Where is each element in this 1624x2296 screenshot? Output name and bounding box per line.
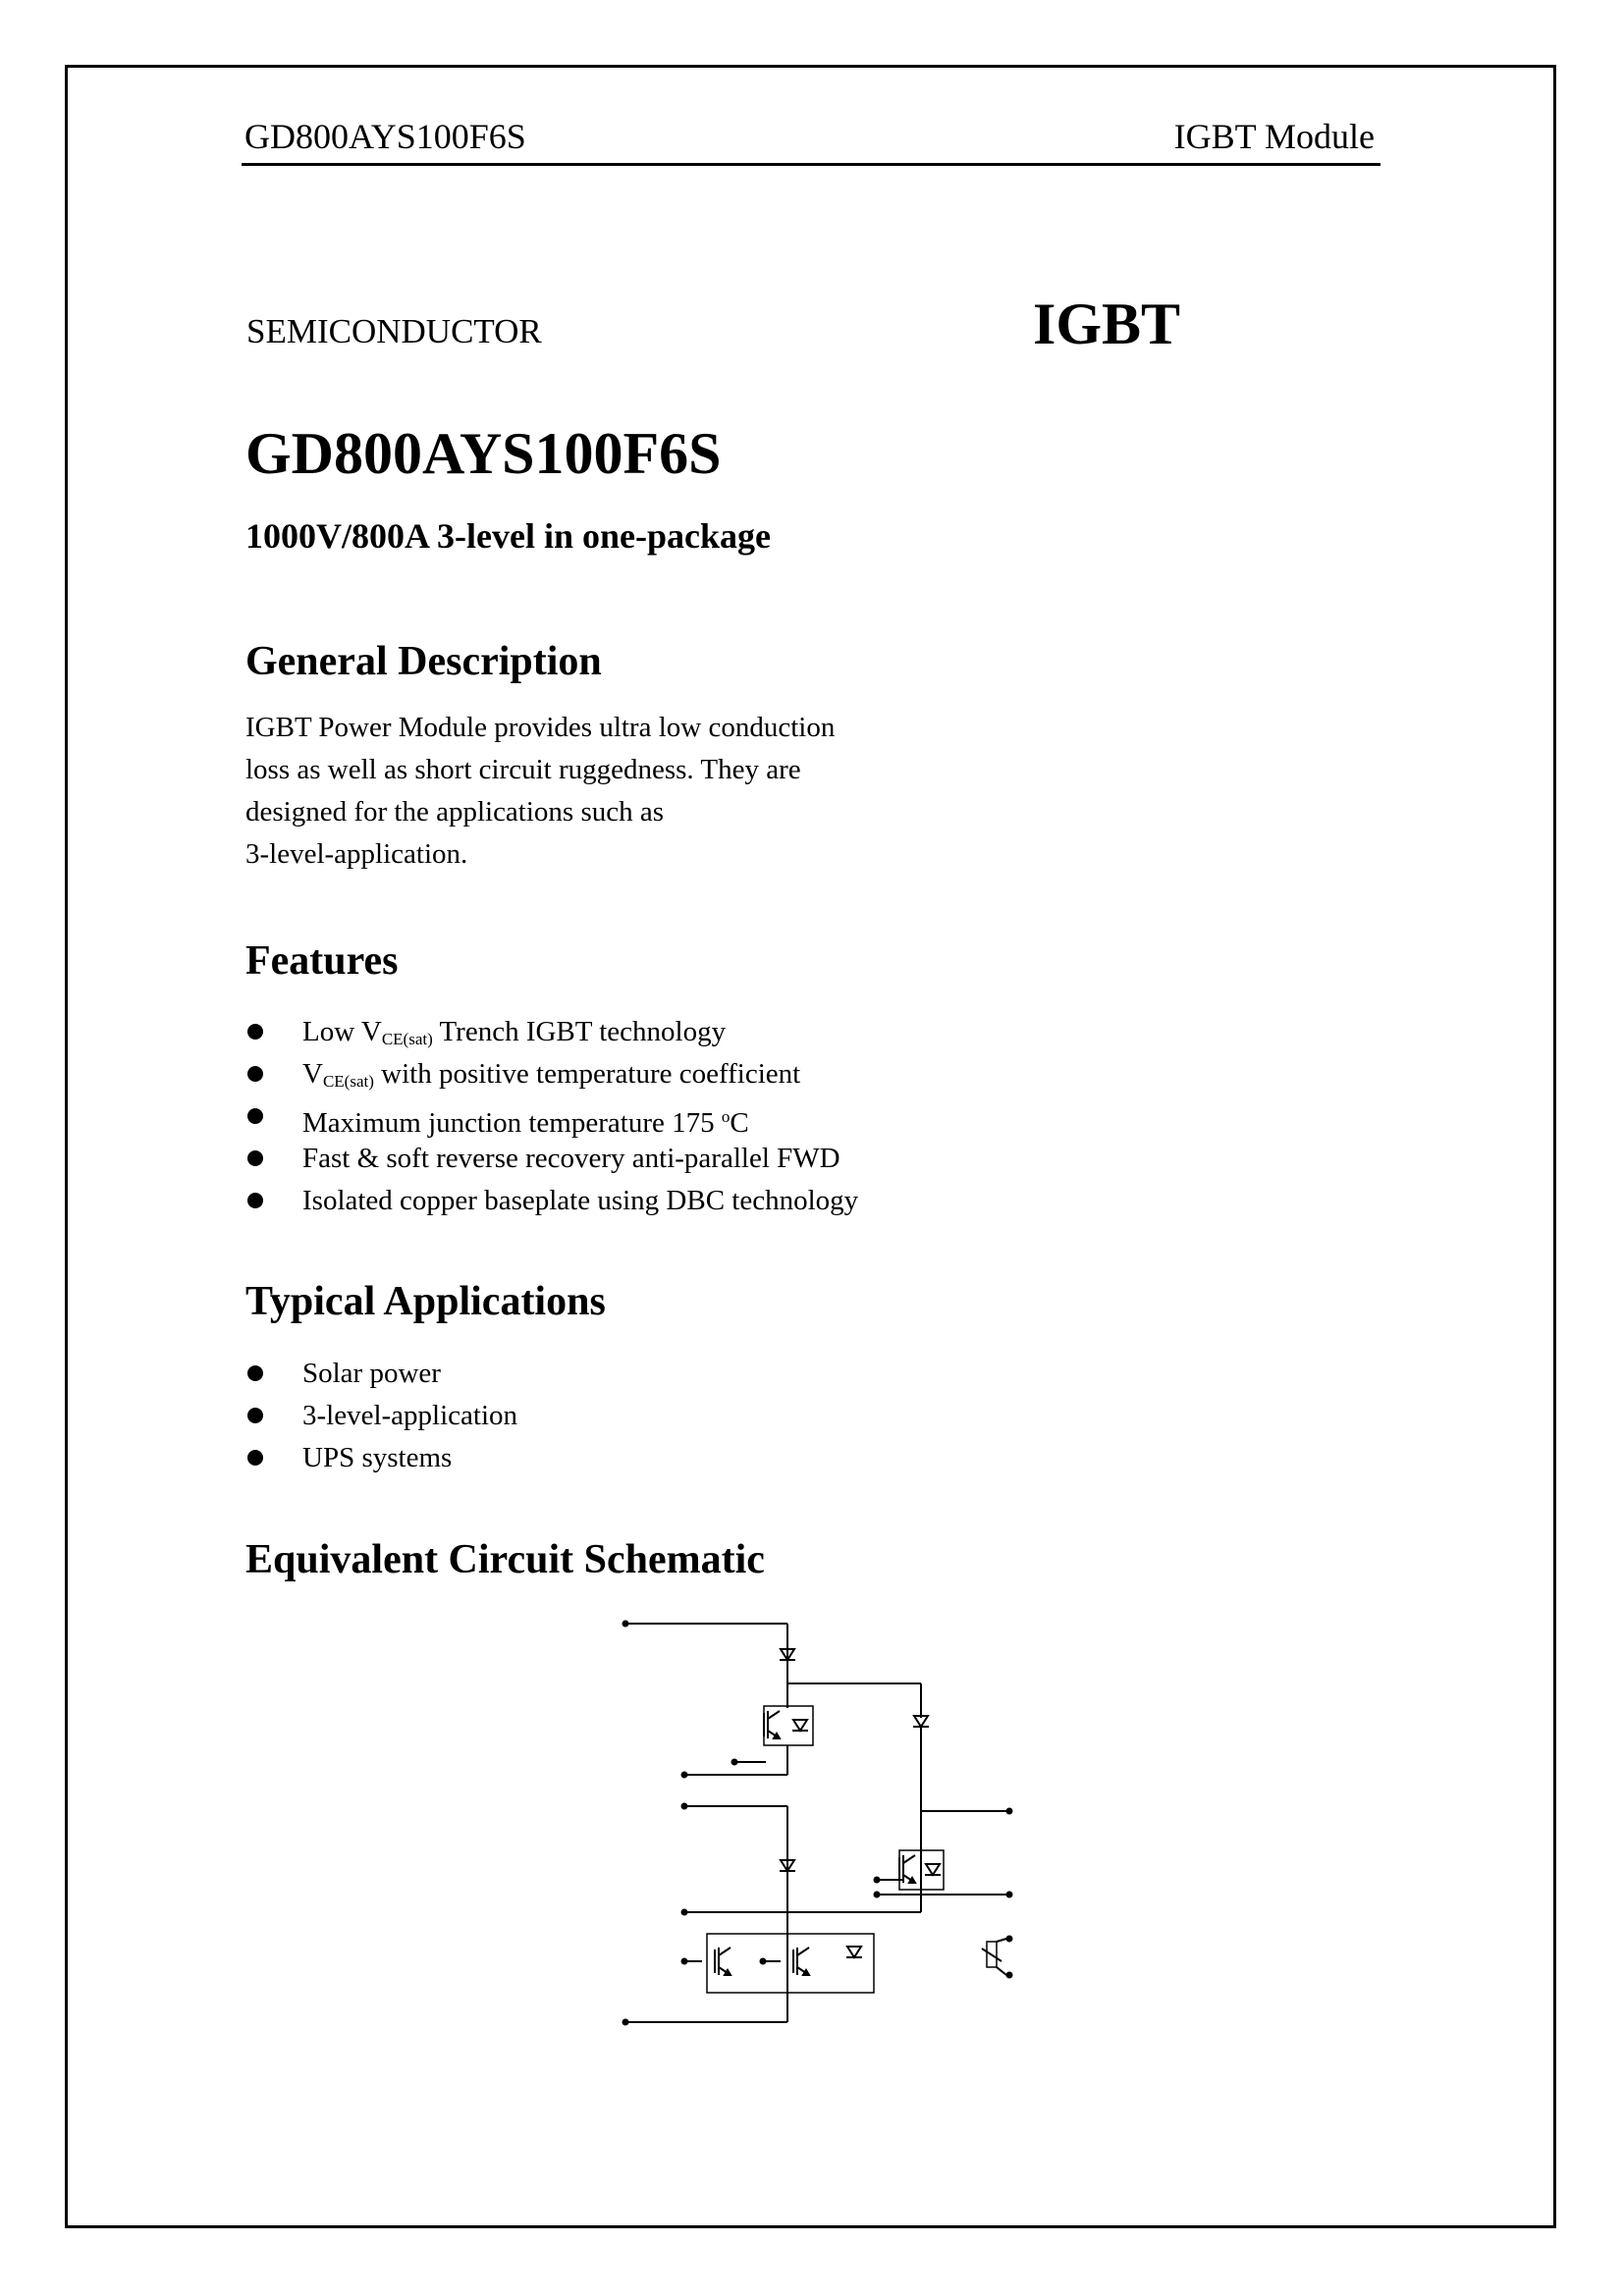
feature-item: $V_{CE(sat)}$ with positive temperature coefficient bbox=[245, 1053, 858, 1095]
application-item: UPS systems bbox=[245, 1437, 517, 1479]
bullet-icon bbox=[247, 1365, 263, 1381]
igbt-icon bbox=[793, 1948, 809, 1975]
bullet-icon bbox=[247, 1024, 263, 1040]
diode-icon bbox=[846, 1947, 862, 1957]
application-item: Solar power bbox=[245, 1353, 517, 1395]
feature-item: Low $V_{CE(sat)}$ Trench IGBT technology bbox=[245, 1011, 858, 1053]
application-item: 3-level-application bbox=[245, 1395, 517, 1437]
igbt-icon bbox=[899, 1855, 915, 1883]
bullet-icon bbox=[247, 1450, 263, 1466]
bullet-icon bbox=[247, 1150, 263, 1166]
circuit-schematic bbox=[609, 1600, 1021, 2091]
bullet-icon bbox=[247, 1408, 263, 1423]
feature-item: Isolated copper baseplate using DBC technology bbox=[245, 1180, 858, 1222]
description-line: IGBT Power Module provides ultra low conduction bbox=[245, 712, 836, 743]
diode-icon bbox=[925, 1864, 941, 1875]
features-heading: Features bbox=[245, 938, 399, 984]
semiconductor-label: SEMICONDUCTOR bbox=[246, 312, 542, 350]
bullet-icon bbox=[247, 1108, 263, 1124]
description-line: loss as well as short circuit ruggedness. They are bbox=[245, 754, 801, 785]
general-description-text bbox=[245, 707, 952, 876]
diode-icon bbox=[792, 1720, 808, 1731]
bullet-icon bbox=[247, 1193, 263, 1208]
page-subtitle: 1000V/800A 3-level in one-package bbox=[245, 516, 771, 556]
description-line: 3-level-application. bbox=[245, 838, 468, 870]
schematic-heading: Equivalent Circuit Schematic bbox=[245, 1537, 765, 1582]
igbt-icon bbox=[764, 1711, 780, 1738]
description-line: designed for the applications such as bbox=[245, 796, 665, 828]
device-type-label: IGBT bbox=[1033, 292, 1181, 356]
applications-heading: Typical Applications bbox=[245, 1279, 606, 1324]
general-description-heading: General Description bbox=[245, 639, 602, 684]
header-category: IGBT Module bbox=[1173, 117, 1375, 156]
feature-item: Fast & soft reverse recovery anti-parallel FWD bbox=[245, 1138, 858, 1180]
feature-item: Maximum junction temperature 175 $^o$C bbox=[245, 1095, 858, 1138]
header-part-number: GD800AYS100F6S bbox=[244, 117, 526, 156]
page-title: GD800AYS100F6S bbox=[245, 421, 722, 486]
header-rule bbox=[242, 163, 1380, 166]
features-list bbox=[245, 1011, 858, 1222]
bullet-icon bbox=[247, 1066, 263, 1082]
applications-list bbox=[245, 1353, 517, 1479]
igbt-icon bbox=[715, 1948, 731, 1975]
